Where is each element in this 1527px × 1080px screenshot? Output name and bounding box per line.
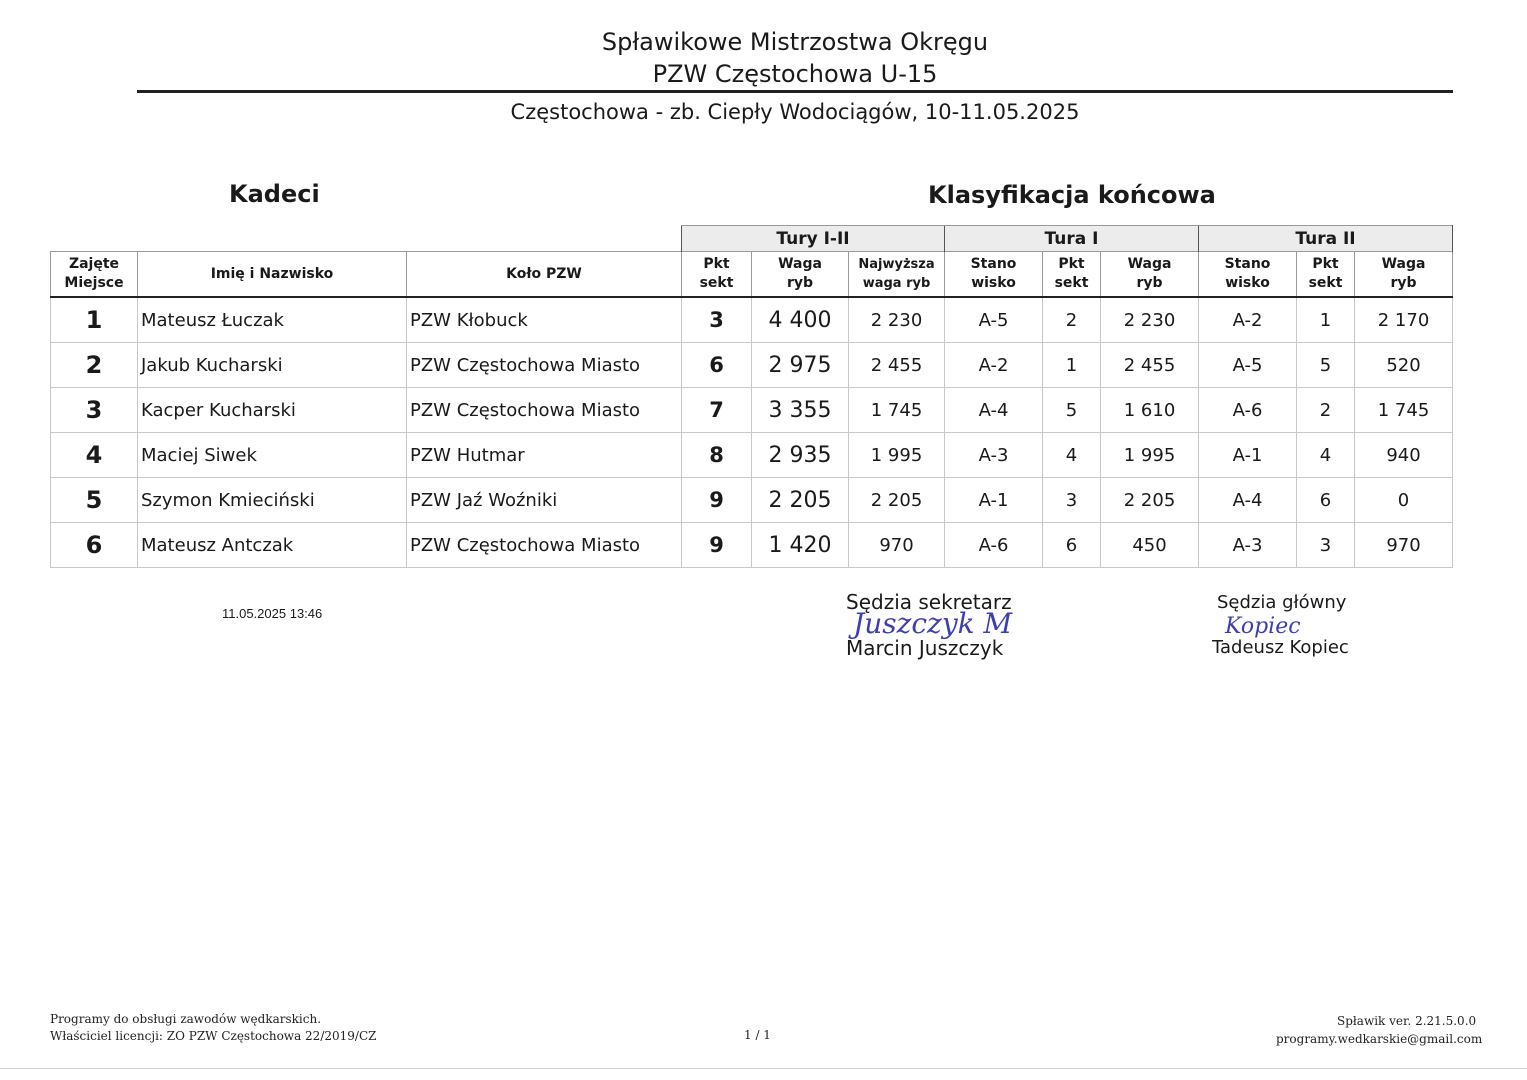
cell-name: Mateusz Łuczak [138,297,407,343]
cell-name: Maciej Siwek [138,433,407,478]
column-header-row [51,252,1453,298]
cell-place: 2 [51,343,138,388]
col-r1-weight: Waga ryb [1101,252,1199,298]
cell-max-weight: 1 745 [849,388,945,433]
cell-r2-weight: 520 [1355,343,1453,388]
cell-total-weight: 2 975 [752,343,849,388]
cell-r1-stand: A-6 [945,523,1043,568]
title-divider [137,90,1453,93]
table-row [51,297,1453,343]
secretary-role: Sędzia sekretarz [846,590,1012,614]
cell-total-weight: 2 935 [752,433,849,478]
cell-club: PZW Hutmar [407,433,682,478]
cell-r1-weight: 450 [1101,523,1199,568]
cell-r1-stand: A-5 [945,297,1043,343]
footer-email: programy.wedkarskie@gmail.com [1276,1032,1483,1046]
cell-r2-weight: 2 170 [1355,297,1453,343]
cell-r2-stand: A-4 [1199,478,1297,523]
cell-club: PZW Częstochowa Miasto [407,523,682,568]
footer-license: Właściciel licencji: ZO PZW Częstochowa 22/2019/CZ [50,1029,377,1043]
cell-club: PZW Kłobuck [407,297,682,343]
cell-place: 5 [51,478,138,523]
cell-club: PZW Jaź Woźniki [407,478,682,523]
cell-total-weight: 2 205 [752,478,849,523]
cell-r2-weight: 0 [1355,478,1453,523]
table-row [51,388,1453,433]
category-heading: Kadeci [229,180,320,208]
cell-total-pts: 8 [682,433,752,478]
classification-heading: Klasyfikacja końcowa [928,181,1216,209]
results-table [50,225,1453,568]
cell-r2-pts: 2 [1297,388,1355,433]
col-place: Zajęte Miejsce [51,252,138,298]
title-line1: Spławikowe Mistrzostwa Okręgu [601,28,989,56]
col-r2-weight: Waga ryb [1355,252,1453,298]
cell-total-pts: 6 [682,343,752,388]
cell-r1-pts: 4 [1043,433,1101,478]
col-r1-stand: Stano wisko [945,252,1043,298]
cell-name: Szymon Kmieciński [138,478,407,523]
cell-club: PZW Częstochowa Miasto [407,388,682,433]
cell-total-pts: 9 [682,478,752,523]
cell-total-pts: 3 [682,297,752,343]
cell-total-pts: 9 [682,523,752,568]
cell-r1-stand: A-2 [945,343,1043,388]
cell-r1-stand: A-3 [945,433,1043,478]
cell-name: Kacper Kucharski [138,388,407,433]
cell-max-weight: 2 230 [849,297,945,343]
cell-r2-weight: 1 745 [1355,388,1453,433]
cell-r1-weight: 2 230 [1101,297,1199,343]
cell-r1-pts: 6 [1043,523,1101,568]
cell-total-pts: 7 [682,388,752,433]
cell-r1-weight: 1 610 [1101,388,1199,433]
print-timestamp: 11.05.2025 13:46 [222,606,323,621]
cell-r2-weight: 970 [1355,523,1453,568]
chief-judge-name: Tadeusz Kopiec [1212,637,1349,658]
cell-r2-stand: A-5 [1199,343,1297,388]
group-blank [51,226,682,252]
cell-total-weight: 4 400 [752,297,849,343]
chief-judge-role: Sędzia główny [1217,592,1347,613]
col-max-weight: Najwyższa waga ryb [849,252,945,298]
chief-judge-signature: Kopiec [1225,614,1301,639]
cell-r1-weight: 1 995 [1101,433,1199,478]
cell-r2-pts: 5 [1297,343,1355,388]
secretary-name: Marcin Juszczyk [846,636,1004,660]
cell-r1-pts: 3 [1043,478,1101,523]
cell-r2-pts: 6 [1297,478,1355,523]
table-row [51,478,1453,523]
cell-max-weight: 2 205 [849,478,945,523]
footer-software: Programy do obsługi zawodów wędkarskich. [50,1012,322,1026]
cell-name: Mateusz Antczak [138,523,407,568]
col-r1-pts: Pkt sekt [1043,252,1101,298]
cell-r2-stand: A-2 [1199,297,1297,343]
col-r2-pts: Pkt sekt [1297,252,1355,298]
cell-r1-pts: 5 [1043,388,1101,433]
cell-r2-stand: A-3 [1199,523,1297,568]
group-tura-2: Tura II [1199,226,1453,252]
group-tura-1: Tura I [945,226,1199,252]
secretary-signature: Juszczyk M [853,607,1013,640]
footer-version: Spławik ver. 2.21.5.0.0 [1337,1014,1477,1028]
col-r2-stand: Stano wisko [1199,252,1297,298]
cell-max-weight: 970 [849,523,945,568]
cell-r1-weight: 2 205 [1101,478,1199,523]
col-total-pts: Pkt sekt [682,252,752,298]
col-club: Koło PZW [407,252,682,298]
cell-name: Jakub Kucharski [138,343,407,388]
cell-r1-stand: A-1 [945,478,1043,523]
cell-r1-pts: 2 [1043,297,1101,343]
cell-place: 3 [51,388,138,433]
table-row [51,343,1453,388]
title-line2: PZW Częstochowa U-15 [652,60,938,88]
event-subtitle: Częstochowa - zb. Ciepły Wodociągów, 10-11.05.2025 [510,100,1080,124]
cell-r1-pts: 1 [1043,343,1101,388]
bottom-edge-line [0,1068,1527,1069]
cell-total-weight: 3 355 [752,388,849,433]
cell-r1-weight: 2 455 [1101,343,1199,388]
cell-max-weight: 1 995 [849,433,945,478]
cell-place: 1 [51,297,138,343]
cell-place: 6 [51,523,138,568]
cell-max-weight: 2 455 [849,343,945,388]
group-header-row [51,226,1453,252]
cell-r2-pts: 4 [1297,433,1355,478]
results-body [51,297,1453,568]
cell-r2-pts: 1 [1297,297,1355,343]
cell-r2-stand: A-6 [1199,388,1297,433]
col-name: Imię i Nazwisko [138,252,407,298]
cell-r1-stand: A-4 [945,388,1043,433]
group-tury-1-2: Tury I-II [682,226,945,252]
cell-r2-stand: A-1 [1199,433,1297,478]
cell-r2-weight: 940 [1355,433,1453,478]
cell-club: PZW Częstochowa Miasto [407,343,682,388]
cell-total-weight: 1 420 [752,523,849,568]
table-row [51,433,1453,478]
table-row [51,523,1453,568]
page-number: 1 / 1 [744,1028,771,1042]
col-total-weight: Waga ryb [752,252,849,298]
cell-place: 4 [51,433,138,478]
cell-r2-pts: 3 [1297,523,1355,568]
